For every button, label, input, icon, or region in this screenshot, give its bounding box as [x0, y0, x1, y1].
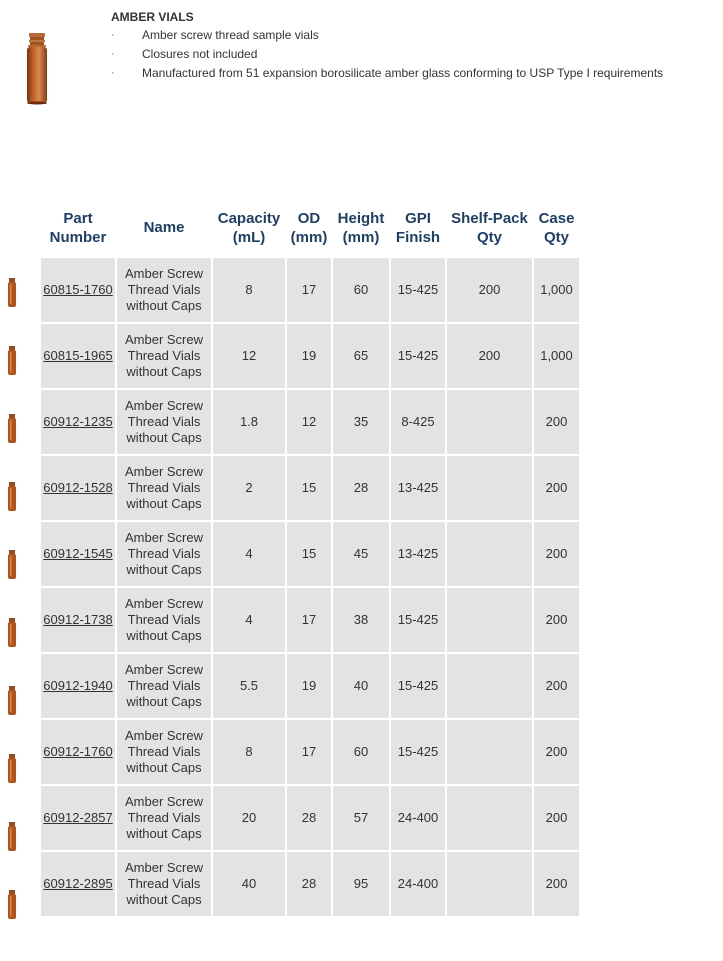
gpi-finish-cell: 15-425 — [391, 588, 445, 652]
vial-thumbnail-icon — [7, 550, 17, 580]
part-number-cell — [41, 390, 115, 454]
gpi-finish-cell: 15-425 — [391, 258, 445, 322]
part-number-link[interactable]: 60815-1760 — [43, 282, 113, 297]
case-qty-cell: 200 — [534, 654, 579, 718]
gpi-finish-cell: 15-425 — [391, 324, 445, 388]
name-cell: Amber Screw Thread Vials without Caps — [117, 654, 211, 718]
table-row — [41, 588, 579, 652]
amber-vial-image — [24, 33, 50, 105]
height-cell: 60 — [333, 720, 389, 784]
od-cell: 17 — [287, 720, 331, 784]
bullet-glyph: · — [111, 48, 115, 60]
part-number-cell — [41, 324, 115, 388]
height-cell: 40 — [333, 654, 389, 718]
name-cell: Amber Screw Thread Vials without Caps — [117, 786, 211, 850]
vial-thumbnail-icon — [7, 686, 17, 716]
part-number-link[interactable]: 60912-1738 — [43, 612, 113, 627]
shelf-pack-qty-cell — [447, 654, 532, 718]
table-row — [41, 720, 579, 784]
capacity-cell: 8 — [213, 720, 285, 784]
vial-thumbnail-icon — [7, 822, 17, 852]
table-row — [41, 852, 579, 916]
gpi-finish-cell: 13-425 — [391, 456, 445, 520]
vial-thumbnail-icon — [7, 482, 17, 512]
capacity-cell: 40 — [213, 852, 285, 916]
gpi-finish-cell: 24-400 — [391, 852, 445, 916]
part-number-link[interactable]: 60912-1528 — [43, 480, 113, 495]
vial-thumbnail-icon — [7, 754, 17, 784]
height-cell: 65 — [333, 324, 389, 388]
capacity-cell: 1.8 — [213, 390, 285, 454]
vial-thumbnail-icon — [7, 346, 17, 376]
feature-text: Closures not included — [142, 47, 258, 61]
capacity-cell: 12 — [213, 324, 285, 388]
shelf-pack-qty-cell — [447, 588, 532, 652]
od-cell: 28 — [287, 786, 331, 850]
section-title: AMBER VIALS — [111, 10, 194, 24]
vial-thumbnail-icon — [7, 618, 17, 648]
capacity-cell: 4 — [213, 522, 285, 586]
feature-list — [111, 28, 663, 85]
name-cell: Amber Screw Thread Vials without Caps — [117, 258, 211, 322]
case-qty-cell: 200 — [534, 588, 579, 652]
case-qty-cell: 1,000 — [534, 258, 579, 322]
height-cell: 60 — [333, 258, 389, 322]
case-qty-cell: 200 — [534, 522, 579, 586]
part-number-link[interactable]: 60912-2895 — [43, 876, 113, 891]
feature-item — [111, 28, 663, 47]
gpi-finish-cell: 15-425 — [391, 654, 445, 718]
height-cell: 35 — [333, 390, 389, 454]
col-header-case-qty: Case Qty — [534, 199, 579, 256]
col-header-od: OD (mm) — [287, 199, 331, 256]
height-cell: 38 — [333, 588, 389, 652]
od-cell: 15 — [287, 522, 331, 586]
bullet-glyph: · — [111, 67, 115, 79]
shelf-pack-qty-cell — [447, 522, 532, 586]
case-qty-cell: 1,000 — [534, 324, 579, 388]
feature-item — [111, 66, 663, 85]
capacity-cell: 4 — [213, 588, 285, 652]
table-row — [41, 522, 579, 586]
name-cell: Amber Screw Thread Vials without Caps — [117, 324, 211, 388]
feature-item — [111, 47, 663, 66]
vial-thumbnail-icon — [7, 278, 17, 308]
shelf-pack-qty-cell — [447, 390, 532, 454]
shelf-pack-qty-cell: 200 — [447, 258, 532, 322]
case-qty-cell: 200 — [534, 786, 579, 850]
height-cell: 45 — [333, 522, 389, 586]
part-number-cell — [41, 456, 115, 520]
od-cell: 17 — [287, 588, 331, 652]
part-number-link[interactable]: 60912-1760 — [43, 744, 113, 759]
name-cell: Amber Screw Thread Vials without Caps — [117, 456, 211, 520]
od-cell: 19 — [287, 324, 331, 388]
name-cell: Amber Screw Thread Vials without Caps — [117, 522, 211, 586]
capacity-cell: 20 — [213, 786, 285, 850]
case-qty-cell: 200 — [534, 390, 579, 454]
shelf-pack-qty-cell: 200 — [447, 324, 532, 388]
height-cell: 95 — [333, 852, 389, 916]
name-cell: Amber Screw Thread Vials without Caps — [117, 720, 211, 784]
col-header-name: Name — [117, 199, 211, 256]
col-header-height: Height (mm) — [333, 199, 389, 256]
case-qty-cell: 200 — [534, 720, 579, 784]
case-qty-cell: 200 — [534, 456, 579, 520]
table-header-row — [41, 199, 579, 256]
name-cell: Amber Screw Thread Vials without Caps — [117, 588, 211, 652]
table-row — [41, 390, 579, 454]
od-cell: 15 — [287, 456, 331, 520]
feature-text: Manufactured from 51 expansion borosilicate amber glass conforming to USP Type I requirements — [142, 66, 664, 80]
part-number-cell — [41, 786, 115, 850]
part-number-cell — [41, 588, 115, 652]
part-number-link[interactable]: 60815-1965 — [43, 348, 113, 363]
table-row — [41, 258, 579, 322]
od-cell: 19 — [287, 654, 331, 718]
part-number-link[interactable]: 60912-2857 — [43, 810, 113, 825]
name-cell: Amber Screw Thread Vials without Caps — [117, 852, 211, 916]
col-header-capacity: Capacity (mL) — [213, 199, 285, 256]
col-header-gpi-finish: GPI Finish — [391, 199, 445, 256]
table-row — [41, 786, 579, 850]
col-header-shelf-pack-qty: Shelf-Pack Qty — [447, 199, 532, 256]
shelf-pack-qty-cell — [447, 720, 532, 784]
table-row — [41, 456, 579, 520]
part-number-cell — [41, 852, 115, 916]
table-row — [41, 654, 579, 718]
od-cell: 12 — [287, 390, 331, 454]
gpi-finish-cell: 13-425 — [391, 522, 445, 586]
shelf-pack-qty-cell — [447, 786, 532, 850]
gpi-finish-cell: 15-425 — [391, 720, 445, 784]
part-number-link[interactable]: 60912-1940 — [43, 678, 113, 693]
vials-table — [39, 197, 581, 918]
gpi-finish-cell: 24-400 — [391, 786, 445, 850]
height-cell: 28 — [333, 456, 389, 520]
bullet-glyph: · — [111, 29, 115, 41]
part-number-cell — [41, 258, 115, 322]
gpi-finish-cell: 8-425 — [391, 390, 445, 454]
name-cell: Amber Screw Thread Vials without Caps — [117, 390, 211, 454]
od-cell: 28 — [287, 852, 331, 916]
shelf-pack-qty-cell — [447, 852, 532, 916]
part-number-link[interactable]: 60912-1235 — [43, 414, 113, 429]
table-row — [41, 324, 579, 388]
part-number-cell — [41, 720, 115, 784]
vial-thumbnail-icon — [7, 890, 17, 920]
case-qty-cell: 200 — [534, 852, 579, 916]
col-header-part-number: Part Number — [41, 199, 115, 256]
height-cell: 57 — [333, 786, 389, 850]
capacity-cell: 2 — [213, 456, 285, 520]
vial-thumbnail-icon — [7, 414, 17, 444]
feature-text: Amber screw thread sample vials — [142, 28, 319, 42]
od-cell: 17 — [287, 258, 331, 322]
capacity-cell: 8 — [213, 258, 285, 322]
part-number-link[interactable]: 60912-1545 — [43, 546, 113, 561]
part-number-cell — [41, 654, 115, 718]
part-number-cell — [41, 522, 115, 586]
shelf-pack-qty-cell — [447, 456, 532, 520]
capacity-cell: 5.5 — [213, 654, 285, 718]
